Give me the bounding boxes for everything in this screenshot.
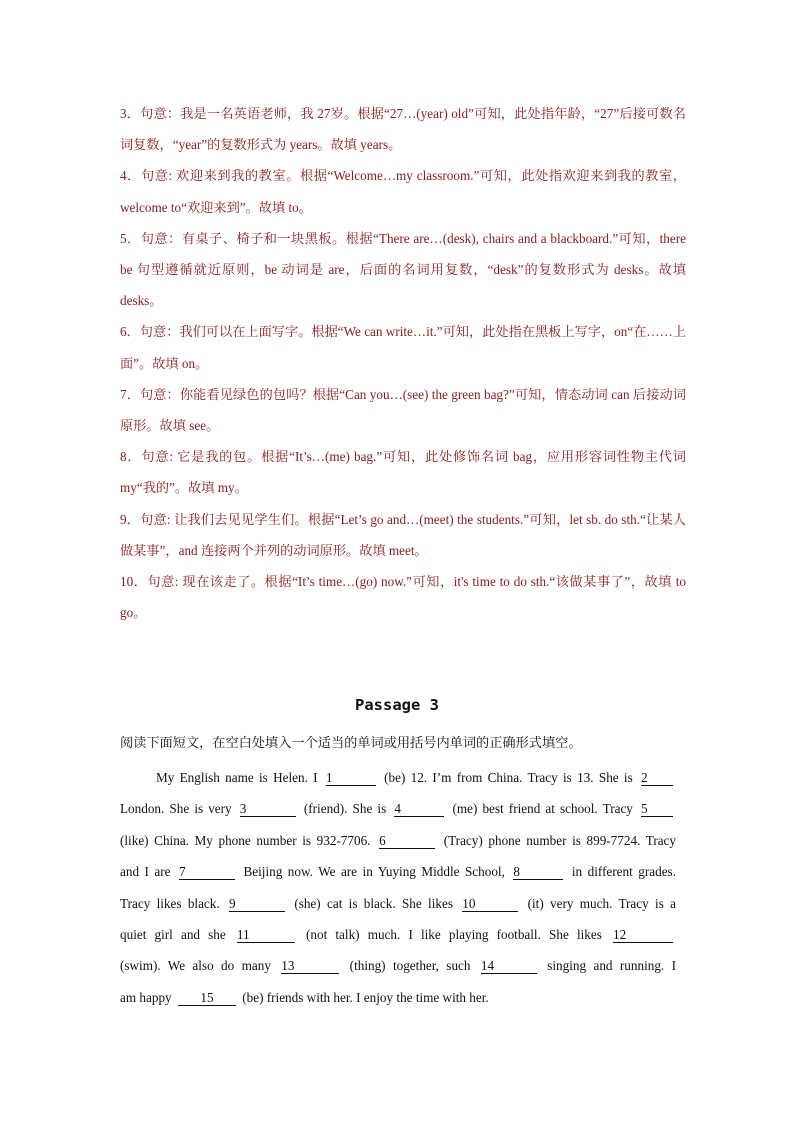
answer-4: 4．句意: 欢迎来到我的教室。根据“Welcome…my classroom.”可知，此处指欢迎来到我的教室，welcome to“欢迎来到”。故填 to。 <box>120 168 686 215</box>
blank-11[interactable]: 11 <box>237 928 295 943</box>
passage-line <box>120 888 676 919</box>
blank-12[interactable]: 12 <box>613 928 673 943</box>
passage-text-segment: (not talk) much. I like playing football. She likes <box>297 927 610 943</box>
passage-text-segment: and I are <box>120 864 176 880</box>
passage-line <box>120 950 676 981</box>
passage-text-segment: am happy <box>120 989 175 1005</box>
passage-text-segment: (thing) together, such <box>342 958 478 974</box>
passage-text-segment: (be) 12. I’m from China. Tracy is 13. She is <box>378 770 638 785</box>
passage-line <box>120 825 676 856</box>
passage-instruction: 阅读下面短文，在空白处填入一个适当的单词或用括号内单词的正确形式填空。 <box>120 735 582 750</box>
passage-text-segment: (she) cat is black. She likes <box>288 895 460 911</box>
passage-text-segment: My English name is Helen. I <box>156 770 323 785</box>
passage-text-segment: (swim). We also do many <box>120 958 279 974</box>
passage-text-segment: in different grades. <box>566 864 676 880</box>
answer-5: 5．句意：有桌子、椅子和一块黑板。根据“There are…(desk), chairs and a blackboard.”可知，there be 句型遵循就近原则，be 动词是 are，后面的名词用复数，“desk”的复数形式为 desks。故填 desks。 <box>120 230 686 309</box>
blank-1[interactable]: 1 <box>326 771 376 786</box>
passage-text-segment: (me) best friend at school. Tracy <box>447 801 638 817</box>
passage-title: Passage 3 <box>355 696 439 714</box>
answer-3: 3．句意：我是一名英语老师，我 27岁。根据“27…(year) old”可知，此处指年龄，“27”后接可数名词复数，“year”的复数形式为 years。故填 years。 <box>120 106 686 153</box>
blank-13[interactable]: 13 <box>281 959 339 974</box>
blank-7[interactable]: 7 <box>179 865 235 880</box>
answer-10: 10．句意: 现在该走了。根据“It’s time…(go) now.”可知，it's time to do sth.“该做某事了”，故填 to go。 <box>120 574 686 621</box>
passage-line <box>120 793 676 824</box>
blank-14[interactable]: 14 <box>481 959 537 974</box>
passage-text-segment: (it) very much. Tracy is a <box>521 895 677 911</box>
passage-text-segment: (friend). She is <box>298 801 392 817</box>
passage-line <box>120 762 676 793</box>
blank-15[interactable]: 15 <box>178 991 236 1006</box>
passage-text-segment: (be) friends with her. I enjoy the time with her. <box>238 989 489 1005</box>
passage-line <box>120 856 676 887</box>
passage-text-segment: London. She is very <box>120 801 237 817</box>
answer-7: 7．句意：你能看见绿色的包吗？根据“Can you…(see) the green bag?”可知，情态动词 can 后接动词原形。故填 see。 <box>120 386 686 434</box>
blank-6[interactable]: 6 <box>379 834 435 849</box>
answer-explanations <box>120 98 686 628</box>
blank-5[interactable]: 5 <box>641 802 673 817</box>
answer-9: 9．句意: 让我们去见见学生们。根据“Let’s go and…(meet) the students.”可知，let sb. do sth.“让某人做某事”，and 连接两个并列的动词原形。故填 meet。 <box>120 511 686 558</box>
passage-text-segment: Beijing now. We are in Yuying Middle School, <box>238 864 511 880</box>
blank-8[interactable]: 8 <box>513 865 563 880</box>
passage-line <box>120 919 676 950</box>
passage-text-segment: (Tracy) phone number is 899-7724. Tracy <box>438 832 677 848</box>
answer-8: 8．句意: 它是我的包。根据“It’s…(me) bag.”可知，此处修饰名词 bag，应用形容词性物主代词 my“我的”。故填 my。 <box>120 449 686 496</box>
answer-6: 6．句意：我们可以在上面写字。根据“We can write…it.”可知，此处指在黑板上写字，on“在……上面”。故填 on。 <box>120 324 686 371</box>
blank-4[interactable]: 4 <box>394 802 444 817</box>
blank-10[interactable]: 10 <box>462 897 518 912</box>
passage-text-segment: quiet girl and she <box>120 927 234 943</box>
blank-9[interactable]: 9 <box>229 897 285 912</box>
passage-text-segment: Tracy likes black. <box>120 895 226 911</box>
blank-2[interactable]: 2 <box>641 771 673 786</box>
passage-text-segment: (like) China. My phone number is 932-7706. <box>120 832 377 848</box>
blank-3[interactable]: 3 <box>240 802 296 817</box>
passage-text-segment: singing and running. I <box>539 958 676 974</box>
passage-line <box>120 982 676 1013</box>
passage-text <box>120 762 676 1013</box>
